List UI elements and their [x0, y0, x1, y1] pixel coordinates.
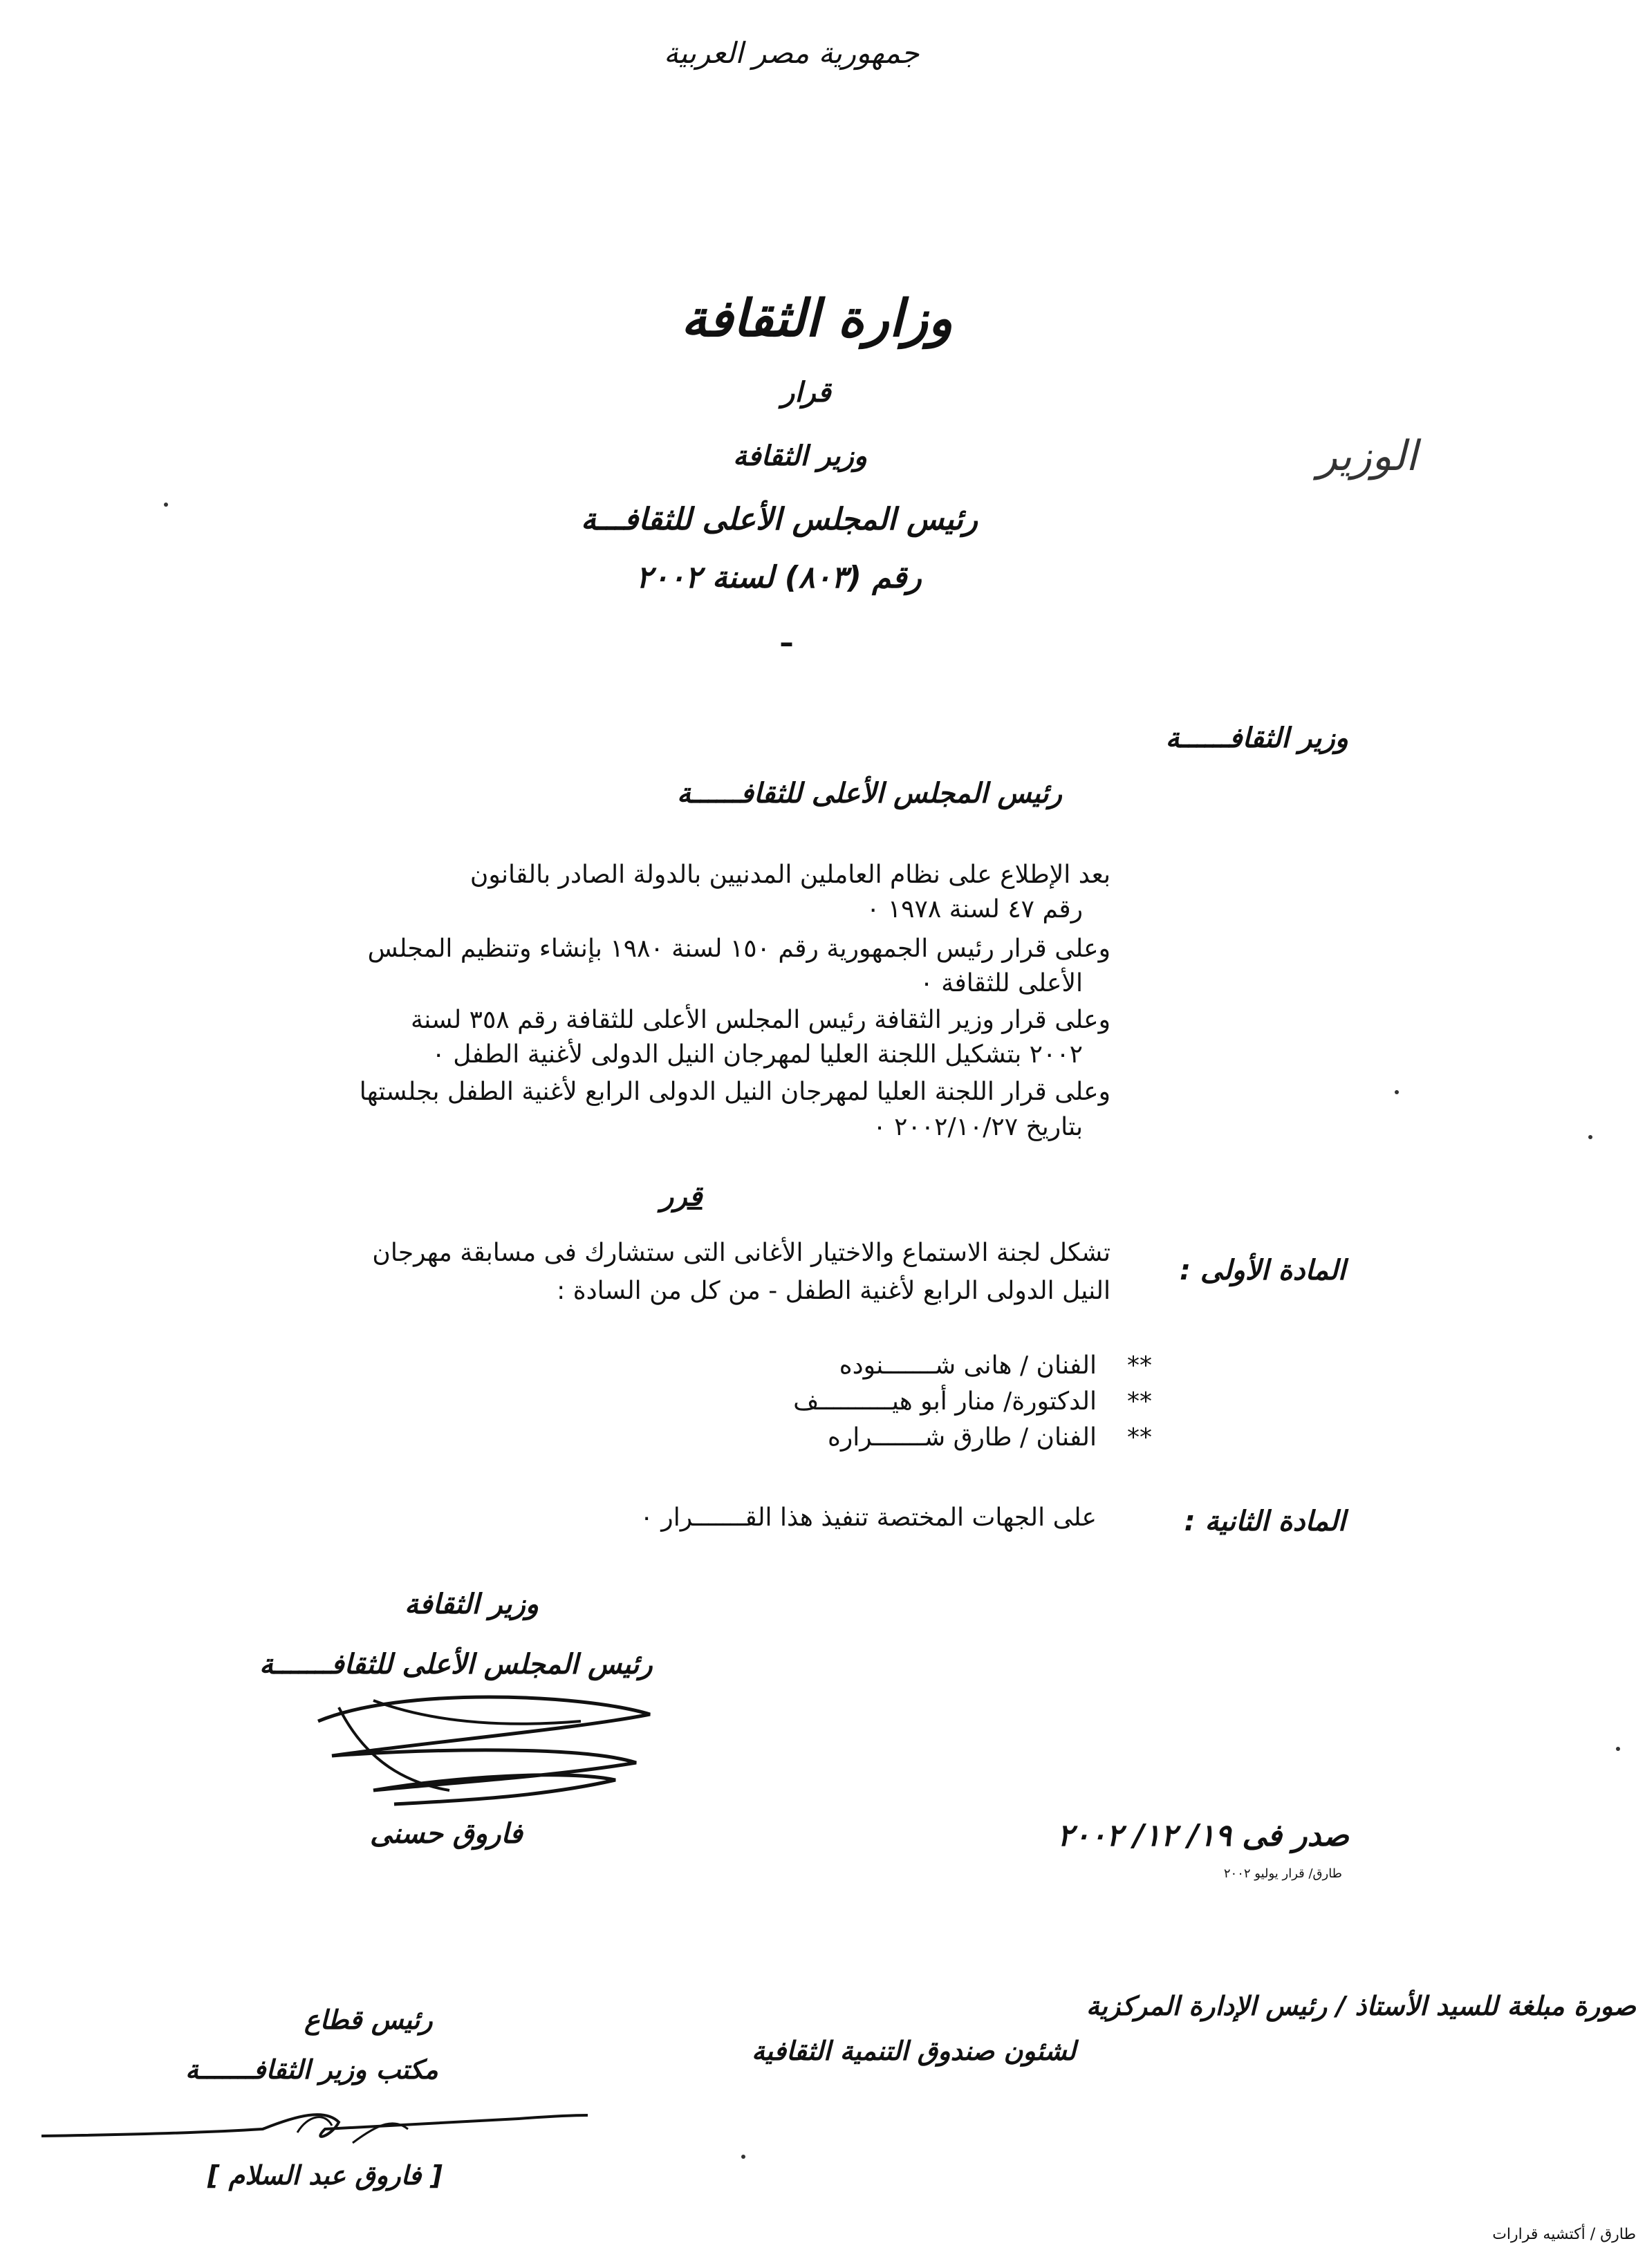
- member-bullet: **: [1127, 1351, 1152, 1380]
- consideration-line: وعلى قرار رئيس الجمهورية رقم ١٥٠ لسنة ١٩٨٠ بإنشاء وتنظيم المجلس: [367, 935, 1110, 963]
- member-bullet: **: [1127, 1387, 1152, 1416]
- article-one-text: تشكل لجنة الاستماع والاختيار الأغانى التى ستشارك فى مسابقة مهرجان: [372, 1239, 1110, 1267]
- signature-council-head: رئيس المجلس الأعلى للثقافـــــــة: [259, 1649, 653, 1680]
- sector-head-title: رئيس قطاع: [304, 2005, 433, 2035]
- preamble-council-head: رئيس المجلس الأعلى للثقافــــــة: [677, 778, 1062, 809]
- issued-ref: طارق/ قرار يوليو ٢٠٠٢: [1223, 1866, 1342, 1881]
- consideration-line: رقم ٤٧ لسنة ١٩٧٨ ٠: [866, 895, 1083, 924]
- decides-heading: قرر: [660, 1181, 703, 1212]
- title-dash: ـ: [781, 619, 792, 654]
- sector-head-name: [ فاروق عبد السلام ]: [207, 2160, 443, 2191]
- preamble-minister: وزير الثقافــــــة: [1165, 722, 1348, 754]
- consideration-line: بتاريخ ٢٠٠٢/١٠/٢٧ ٠: [873, 1113, 1083, 1141]
- article-two-text: على الجهات المختصة تنفيذ هذا القـــــــرار ٠: [640, 1503, 1097, 1532]
- sector-head-office: مكتب وزير الثقافـــــــة: [185, 2054, 438, 2085]
- member-bullet: **: [1127, 1423, 1152, 1452]
- signature-minister: وزير الثقافة: [405, 1588, 539, 1620]
- ministry-logo: وزارة الثقافة: [681, 289, 953, 348]
- member-name: الدكتورة/ منار أبو هيــــــــــف: [793, 1387, 1097, 1416]
- copy-to-line1: صورة مبلغة للسيد الأستاذ / رئيس الإدارة المركزية: [1086, 1991, 1636, 2021]
- article-two-label: المادة الثانية :: [1184, 1506, 1346, 1537]
- article-one-label: المادة الأولى :: [1180, 1255, 1346, 1286]
- consideration-line: وعلى قرار وزير الثقافة رئيس المجلس الأعلى للثقافة رقم ٣٥٨ لسنة: [410, 1006, 1110, 1034]
- consideration-line: بعد الإطلاع على نظام العاملين المدنيين بالدولة الصادر بالقانون: [470, 861, 1110, 889]
- footer-ref: طارق / أكتشيه قرارات: [1492, 2226, 1636, 2243]
- article-one-text: النيل الدولى الرابع لأغنية الطفل - من كل من السادة :: [557, 1277, 1110, 1305]
- decision-title: قرار: [781, 377, 831, 409]
- consideration-line: وعلى قرار اللجنة العليا لمهرجان النيل الدولى الرابع لأغنية الطفل بجلستها: [359, 1078, 1110, 1106]
- minister-name: فاروق حسنى: [370, 1818, 523, 1850]
- member-name: الفنان / هانى شـــــــنوده: [839, 1351, 1097, 1380]
- country-header: جمهورية مصر العربية: [664, 36, 920, 70]
- consideration-line: ٢٠٠٢ بتشكيل اللجنة العليا لمهرجان النيل الدولى لأغنية الطفل ٠: [431, 1040, 1083, 1069]
- title-minister: وزير الثقافة: [733, 440, 868, 472]
- title-council-head: رئيس المجلس الأعلى للثقافـــة: [581, 502, 978, 537]
- copy-to-line2: لشئون صندوق التنمية الثقافية: [752, 2036, 1076, 2066]
- member-name: الفنان / طارق شـــــــراره: [828, 1423, 1097, 1452]
- consideration-line: الأعلى للثقافة ٠: [920, 969, 1083, 997]
- issued-date: صدر فى ١٩/ ١٢/ ٢٠٠٢: [1057, 1818, 1349, 1853]
- minister-mark: الوزير: [1317, 432, 1417, 480]
- decision-number: رقم (٨٠٣) لسنة ٢٠٠٢: [636, 560, 922, 595]
